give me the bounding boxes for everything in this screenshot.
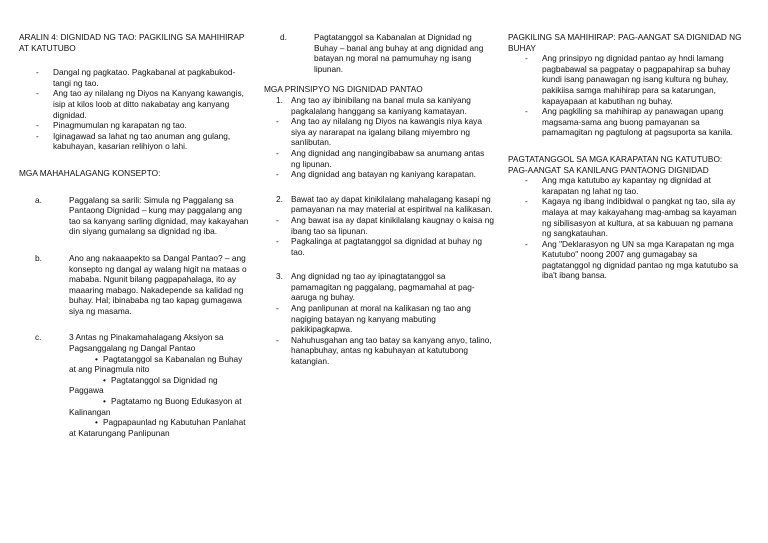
column-1 xyxy=(19,32,251,438)
column-2 xyxy=(264,32,494,367)
concept-item-a: a. Paggalang sa sarili: Simula ng Paggalang sa Pantaong Dignidad – kung may paggalang ang tao sa kanyang sarling dignidad, may kakayahan din siyang gumalang sa dignidad ng iba. xyxy=(35,194,249,237)
list-item: 2. Bawat tao ay dapat kinikilalang mahalagang kasapi ng pamayanan na may material at espiritwal na kalikasan. xyxy=(276,193,493,215)
intro-list xyxy=(19,67,251,152)
list-item: - Pagkalinga at pagtatanggol sa dignidad at buhay ng tao. xyxy=(276,236,482,257)
list-item: - Nahuhusgahan ang tao batay sa kanyang anyo, talino, hanapbuhay, antas ng kabuhayan at katutubong katangian. xyxy=(276,334,492,367)
list-item: 3. Ang dignidad ng tao ay ipinagtatanggol sa pamamagitan ng paggalang, pagmamahal at pag-aaruga ng buhay. xyxy=(276,271,475,303)
concept-item-c: c. 3 Antas ng Pinakamahalagang Aksiyon sa Pagsanggalang ng Dangal Pantao xyxy=(35,332,224,354)
list-item: - Ang panlipunan at moral na kalikasan ng tao ang nagiging batayan ng kanyang mabuting pakikipagkapwa. xyxy=(276,303,471,335)
list-item: - Ang bawat isa ay dapat kinikilalang kaugnay o kaisa ng ibang tao sa lipunan. xyxy=(276,214,494,236)
principle-2 xyxy=(264,194,494,258)
action-bullet: • Pagtatanggol sa Kabanalan ng Buhay at ang Pinagmula nito xyxy=(69,353,243,375)
action-bullets xyxy=(69,354,251,439)
action-bullet: • Pagtatamo ng Buong Edukasyon at Kalinangan xyxy=(69,396,242,417)
list-item: - Ang dignidad ang nangingibabaw sa anumang antas ng lipunan. xyxy=(276,147,485,169)
list-item: - Ang tao ay nilalang ng Diyos na kawangis niya kaya siya ay nararapat na igalang bilang miyembro ng sanlibutan. xyxy=(276,116,482,148)
list-item: - Ang mga katutubo ay kapantay ng dignidad at karapatan ng lahat ng tao. xyxy=(525,175,711,196)
list-item: - Ang tao ay nilalang ng Diyos na Kanyang kawangis, isip at kilos loob at ditto nakabatay ang kanyang dignidad. xyxy=(36,88,244,120)
concepts-heading: MGA MAHAHALAGANG KONSEPTO: xyxy=(19,167,161,178)
list-item: - Iginagawad sa lahat ng tao anuman ang gulang, kabuhayan, kasarian relihiyon o lahi. xyxy=(36,130,231,152)
concept-item-b: b. Ano ang nakaaapekto sa Dangal Pantao? – ang konsepto ng dangal ay walang higit na mataas o mababa. Ngunit bilang pagpapahalaga, ito ay maaaring mabago. Nakadepende sa kalidad ng buhay. Hal; ibinababa ng tao kapag gumagawa siya ng masama. xyxy=(35,252,247,316)
principle-3 xyxy=(264,271,494,366)
list-item: - Ang pagkiling sa mahihirap ay panawagan upang magsama-sama ang buong pamayanan sa pamamagitan ng pagtulong at pagsuporta sa kanila. xyxy=(525,106,733,138)
list-item: - Pinagmumulan ng karapatan ng tao. xyxy=(36,120,187,131)
action-bullet: • Pagpapaunlad ng Kabutuhan Panlahat at Katarungang Panlipunan xyxy=(69,417,246,438)
list-item: - Ang "Deklarasyon ng UN sa mga Karapatan ng mga Katutubo" noong 2007 ang gumagabay sa pagtatanggol ng dignidad pantao ng mga katutubo sa iba't ibang bansa. xyxy=(525,238,739,281)
column-3 xyxy=(508,32,744,281)
list-item: 1. Ang tao ay ibinibilang na banal mula sa kaniyang pagkalalang hanggang sa kaniyang kamatayan. xyxy=(276,94,471,116)
list-item: - Dangal ng pagkatao. Pagkabanal at pagkabukod-tangi ng tao. xyxy=(36,67,236,88)
principle-1 xyxy=(264,95,494,180)
list-item: - Ang prinsipyo ng dignidad pantao ay hndi lamang pagbabawal sa pagpatay o pagpapahirap sa buhay kundi isang panawagan ng isang kultura ng buhay, pakikiisa samga mahihirap para sa katarungan, kapayapaan at kabutihan ng buhay. xyxy=(525,53,731,106)
concept-item-d: d. Pagtatanggol sa Kabanalan at Dignidad ng Buhay – banal ang buhay at ang dignidad ang batayan ng moral na pamumuhay ng isang lipunan. xyxy=(280,32,484,74)
lesson-title: ARALIN 4: DIGNIDAD NG TAO: PAGKILING SA MAHIHIRAP AT KATUTUBO xyxy=(19,32,245,53)
action-bullet: • Pagtatanggol sa Dignidad ng Paggawa xyxy=(69,374,218,396)
indigenous-heading: PAGTATANGGOL SA MGA KARAPATAN NG KATUTUBO: PAG-AANGAT SA KANILANG PANTAONG DIGNIDAD xyxy=(508,153,723,175)
list-item: - Ang dignidad ang batayan ng kaniyang karapatan. xyxy=(276,169,476,180)
list-item: - Kagaya ng ibang indibidwal o pangkat ng tao, sila ay malaya at may kakayahang mag-ambag sa kayaman ng sibilisasyon at kultura, at sa kabuuan ng pamana ng sangkatauhan. xyxy=(525,196,737,239)
principles-heading: MGA PRINSIPYO NG DIGNIDAD PANTAO xyxy=(264,84,423,95)
poverty-heading: PAGKILING SA MAHIHIRAP: PAG-AANGAT SA DIGNIDAD NG BUHAY xyxy=(508,32,742,53)
